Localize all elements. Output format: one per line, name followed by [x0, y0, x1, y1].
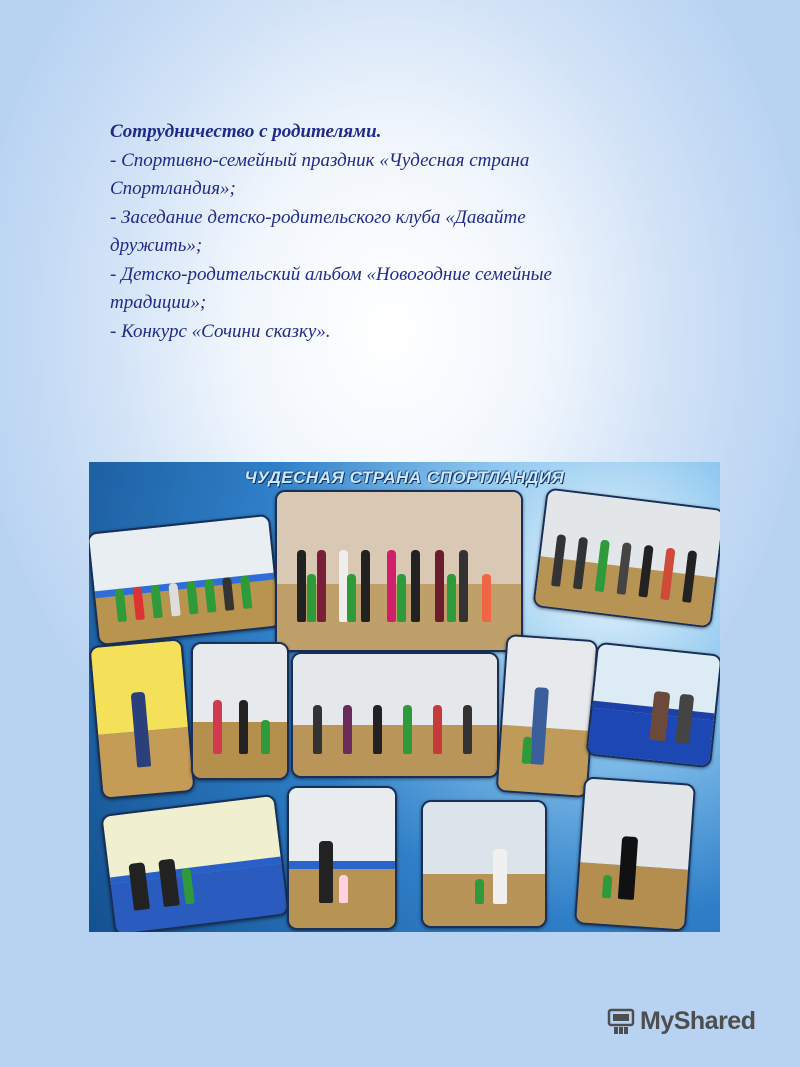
collage-photo [89, 514, 281, 647]
collage-photo [574, 776, 696, 931]
text-line: - Спортивно-семейный праздник «Чудесная страна [110, 149, 530, 171]
collage-photo [100, 794, 290, 932]
text-line: дружить»; [110, 235, 203, 256]
collage-title: ЧУДЕСНАЯ СТРАНА СПОРТЛАНДИЯ [244, 468, 565, 487]
collage-photo [585, 642, 720, 769]
myshared-logo-text: MyShared [640, 1006, 756, 1035]
collage-photo [275, 490, 523, 652]
slide-heading: Сотрудничество с родителями. [110, 121, 382, 142]
collage-photo [89, 638, 196, 800]
collage-photo [191, 642, 289, 780]
collage-photo [421, 800, 547, 928]
text-line: - Конкурс «Сочини сказку». [110, 320, 331, 342]
myshared-logo-icon [606, 1007, 636, 1035]
collage-photo [496, 634, 599, 798]
text-line: традиции»; [110, 292, 207, 313]
myshared-watermark [606, 1003, 755, 1039]
text-line: Спортландия»; [110, 178, 236, 199]
collage-photo [532, 487, 720, 628]
text-line: - Заседание детско-родительского клуба «Давайте [110, 206, 526, 228]
photo-collage [89, 462, 720, 932]
slide-text-block [110, 118, 690, 346]
text-line: - Детско-родительский альбом «Новогодние семейные [110, 263, 552, 285]
collage-photo [287, 786, 397, 930]
collage-photo [291, 652, 499, 778]
